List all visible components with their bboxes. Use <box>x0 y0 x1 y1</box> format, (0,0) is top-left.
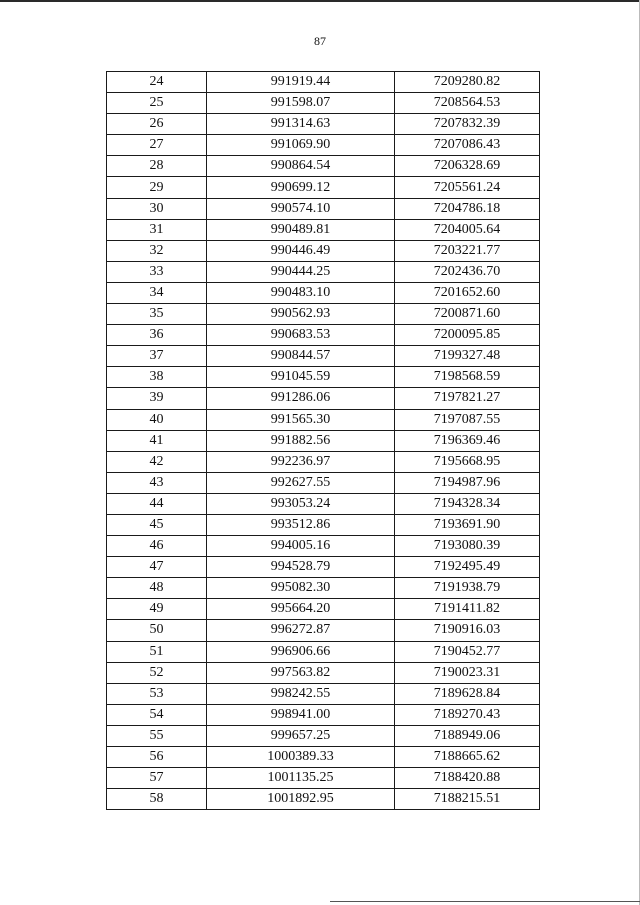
table-row <box>107 430 540 451</box>
table-row <box>107 557 540 578</box>
x-coordinate-cell: 993053.24 <box>207 493 395 514</box>
x-coordinate-cell: 998941.00 <box>207 704 395 725</box>
x-coordinate-cell: 990699.12 <box>207 177 395 198</box>
x-coordinate-cell: 991045.59 <box>207 367 395 388</box>
x-coordinate-cell: 991069.90 <box>207 135 395 156</box>
point-number-cell: 33 <box>107 261 207 282</box>
point-number-cell: 54 <box>107 704 207 725</box>
point-number-cell: 42 <box>107 451 207 472</box>
table-row <box>107 620 540 641</box>
point-number-cell: 31 <box>107 219 207 240</box>
table-row <box>107 198 540 219</box>
y-coordinate-cell: 7189270.43 <box>395 704 540 725</box>
y-coordinate-cell: 7192495.49 <box>395 557 540 578</box>
y-coordinate-cell: 7200871.60 <box>395 304 540 325</box>
point-number-cell: 52 <box>107 662 207 683</box>
table-row <box>107 325 540 346</box>
x-coordinate-cell: 994005.16 <box>207 536 395 557</box>
x-coordinate-cell: 1001892.95 <box>207 789 395 810</box>
table-row <box>107 704 540 725</box>
point-number-cell: 34 <box>107 282 207 303</box>
y-coordinate-cell: 7193691.90 <box>395 514 540 535</box>
table-row <box>107 304 540 325</box>
x-coordinate-cell: 991286.06 <box>207 388 395 409</box>
y-coordinate-cell: 7202436.70 <box>395 261 540 282</box>
point-number-cell: 28 <box>107 156 207 177</box>
y-coordinate-cell: 7188215.51 <box>395 789 540 810</box>
y-coordinate-cell: 7205561.24 <box>395 177 540 198</box>
x-coordinate-cell: 990574.10 <box>207 198 395 219</box>
page-number: 87 <box>314 34 326 48</box>
table-row <box>107 536 540 557</box>
y-coordinate-cell: 7199327.48 <box>395 346 540 367</box>
x-coordinate-cell: 992627.55 <box>207 472 395 493</box>
table-row <box>107 240 540 261</box>
point-number-cell: 53 <box>107 683 207 704</box>
point-number-cell: 36 <box>107 325 207 346</box>
x-coordinate-cell: 990683.53 <box>207 325 395 346</box>
y-coordinate-cell: 7191938.79 <box>395 578 540 599</box>
y-coordinate-cell: 7198568.59 <box>395 367 540 388</box>
x-coordinate-cell: 1000389.33 <box>207 747 395 768</box>
point-number-cell: 32 <box>107 240 207 261</box>
coordinates-table <box>106 71 540 810</box>
x-coordinate-cell: 990483.10 <box>207 282 395 303</box>
point-number-cell: 56 <box>107 747 207 768</box>
x-coordinate-cell: 991919.44 <box>207 72 395 93</box>
table-row <box>107 768 540 789</box>
y-coordinate-cell: 7195668.95 <box>395 451 540 472</box>
point-number-cell: 46 <box>107 536 207 557</box>
y-coordinate-cell: 7188665.62 <box>395 747 540 768</box>
y-coordinate-cell: 7197087.55 <box>395 409 540 430</box>
x-coordinate-cell: 999657.25 <box>207 725 395 746</box>
x-coordinate-cell: 991565.30 <box>207 409 395 430</box>
y-coordinate-cell: 7190023.31 <box>395 662 540 683</box>
table-row <box>107 725 540 746</box>
point-number-cell: 44 <box>107 493 207 514</box>
point-number-cell: 55 <box>107 725 207 746</box>
y-coordinate-cell: 7190916.03 <box>395 620 540 641</box>
point-number-cell: 29 <box>107 177 207 198</box>
y-coordinate-cell: 7204005.64 <box>395 219 540 240</box>
y-coordinate-cell: 7191411.82 <box>395 599 540 620</box>
point-number-cell: 24 <box>107 72 207 93</box>
x-coordinate-cell: 990446.49 <box>207 240 395 261</box>
point-number-cell: 47 <box>107 557 207 578</box>
table-row <box>107 219 540 240</box>
table-row <box>107 451 540 472</box>
table-row <box>107 641 540 662</box>
table-row <box>107 493 540 514</box>
table-row <box>107 93 540 114</box>
x-coordinate-cell: 990444.25 <box>207 261 395 282</box>
y-coordinate-cell: 7207086.43 <box>395 135 540 156</box>
table-row <box>107 747 540 768</box>
table-row <box>107 346 540 367</box>
table-row <box>107 683 540 704</box>
y-coordinate-cell: 7200095.85 <box>395 325 540 346</box>
table-row <box>107 261 540 282</box>
y-coordinate-cell: 7207832.39 <box>395 114 540 135</box>
table-row <box>107 72 540 93</box>
point-number-cell: 38 <box>107 367 207 388</box>
y-coordinate-cell: 7194987.96 <box>395 472 540 493</box>
y-coordinate-cell: 7203221.77 <box>395 240 540 261</box>
x-coordinate-cell: 990489.81 <box>207 219 395 240</box>
point-number-cell: 26 <box>107 114 207 135</box>
x-coordinate-cell: 998242.55 <box>207 683 395 704</box>
point-number-cell: 51 <box>107 641 207 662</box>
x-coordinate-cell: 995664.20 <box>207 599 395 620</box>
x-coordinate-cell: 990562.93 <box>207 304 395 325</box>
x-coordinate-cell: 995082.30 <box>207 578 395 599</box>
table-row <box>107 177 540 198</box>
table-row <box>107 388 540 409</box>
y-coordinate-cell: 7196369.46 <box>395 430 540 451</box>
point-number-cell: 30 <box>107 198 207 219</box>
y-coordinate-cell: 7206328.69 <box>395 156 540 177</box>
point-number-cell: 43 <box>107 472 207 493</box>
y-coordinate-cell: 7201652.60 <box>395 282 540 303</box>
point-number-cell: 50 <box>107 620 207 641</box>
scan-edge-top <box>0 0 640 2</box>
point-number-cell: 48 <box>107 578 207 599</box>
table-row <box>107 409 540 430</box>
x-coordinate-cell: 991314.63 <box>207 114 395 135</box>
x-coordinate-cell: 997563.82 <box>207 662 395 683</box>
y-coordinate-cell: 7194328.34 <box>395 493 540 514</box>
y-coordinate-cell: 7190452.77 <box>395 641 540 662</box>
x-coordinate-cell: 991598.07 <box>207 93 395 114</box>
table-row <box>107 514 540 535</box>
x-coordinate-cell: 990844.57 <box>207 346 395 367</box>
x-coordinate-cell: 996906.66 <box>207 641 395 662</box>
y-coordinate-cell: 7188949.06 <box>395 725 540 746</box>
table-row <box>107 156 540 177</box>
point-number-cell: 57 <box>107 768 207 789</box>
table-row <box>107 114 540 135</box>
y-coordinate-cell: 7193080.39 <box>395 536 540 557</box>
table-row <box>107 282 540 303</box>
x-coordinate-cell: 990864.54 <box>207 156 395 177</box>
y-coordinate-cell: 7197821.27 <box>395 388 540 409</box>
table-row <box>107 578 540 599</box>
y-coordinate-cell: 7188420.88 <box>395 768 540 789</box>
table-row <box>107 472 540 493</box>
point-number-cell: 49 <box>107 599 207 620</box>
point-number-cell: 40 <box>107 409 207 430</box>
y-coordinate-cell: 7208564.53 <box>395 93 540 114</box>
point-number-cell: 35 <box>107 304 207 325</box>
y-coordinate-cell: 7204786.18 <box>395 198 540 219</box>
x-coordinate-cell: 993512.86 <box>207 514 395 535</box>
point-number-cell: 39 <box>107 388 207 409</box>
coordinates-table-body <box>107 72 540 810</box>
table-row <box>107 367 540 388</box>
table-row <box>107 662 540 683</box>
x-coordinate-cell: 1001135.25 <box>207 768 395 789</box>
table-row <box>107 599 540 620</box>
table-row <box>107 789 540 810</box>
x-coordinate-cell: 994528.79 <box>207 557 395 578</box>
x-coordinate-cell: 996272.87 <box>207 620 395 641</box>
x-coordinate-cell: 991882.56 <box>207 430 395 451</box>
point-number-cell: 45 <box>107 514 207 535</box>
point-number-cell: 37 <box>107 346 207 367</box>
table-row <box>107 135 540 156</box>
y-coordinate-cell: 7209280.82 <box>395 72 540 93</box>
point-number-cell: 25 <box>107 93 207 114</box>
x-coordinate-cell: 992236.97 <box>207 451 395 472</box>
point-number-cell: 41 <box>107 430 207 451</box>
point-number-cell: 58 <box>107 789 207 810</box>
point-number-cell: 27 <box>107 135 207 156</box>
y-coordinate-cell: 7189628.84 <box>395 683 540 704</box>
scan-edge-bottom <box>330 901 640 902</box>
